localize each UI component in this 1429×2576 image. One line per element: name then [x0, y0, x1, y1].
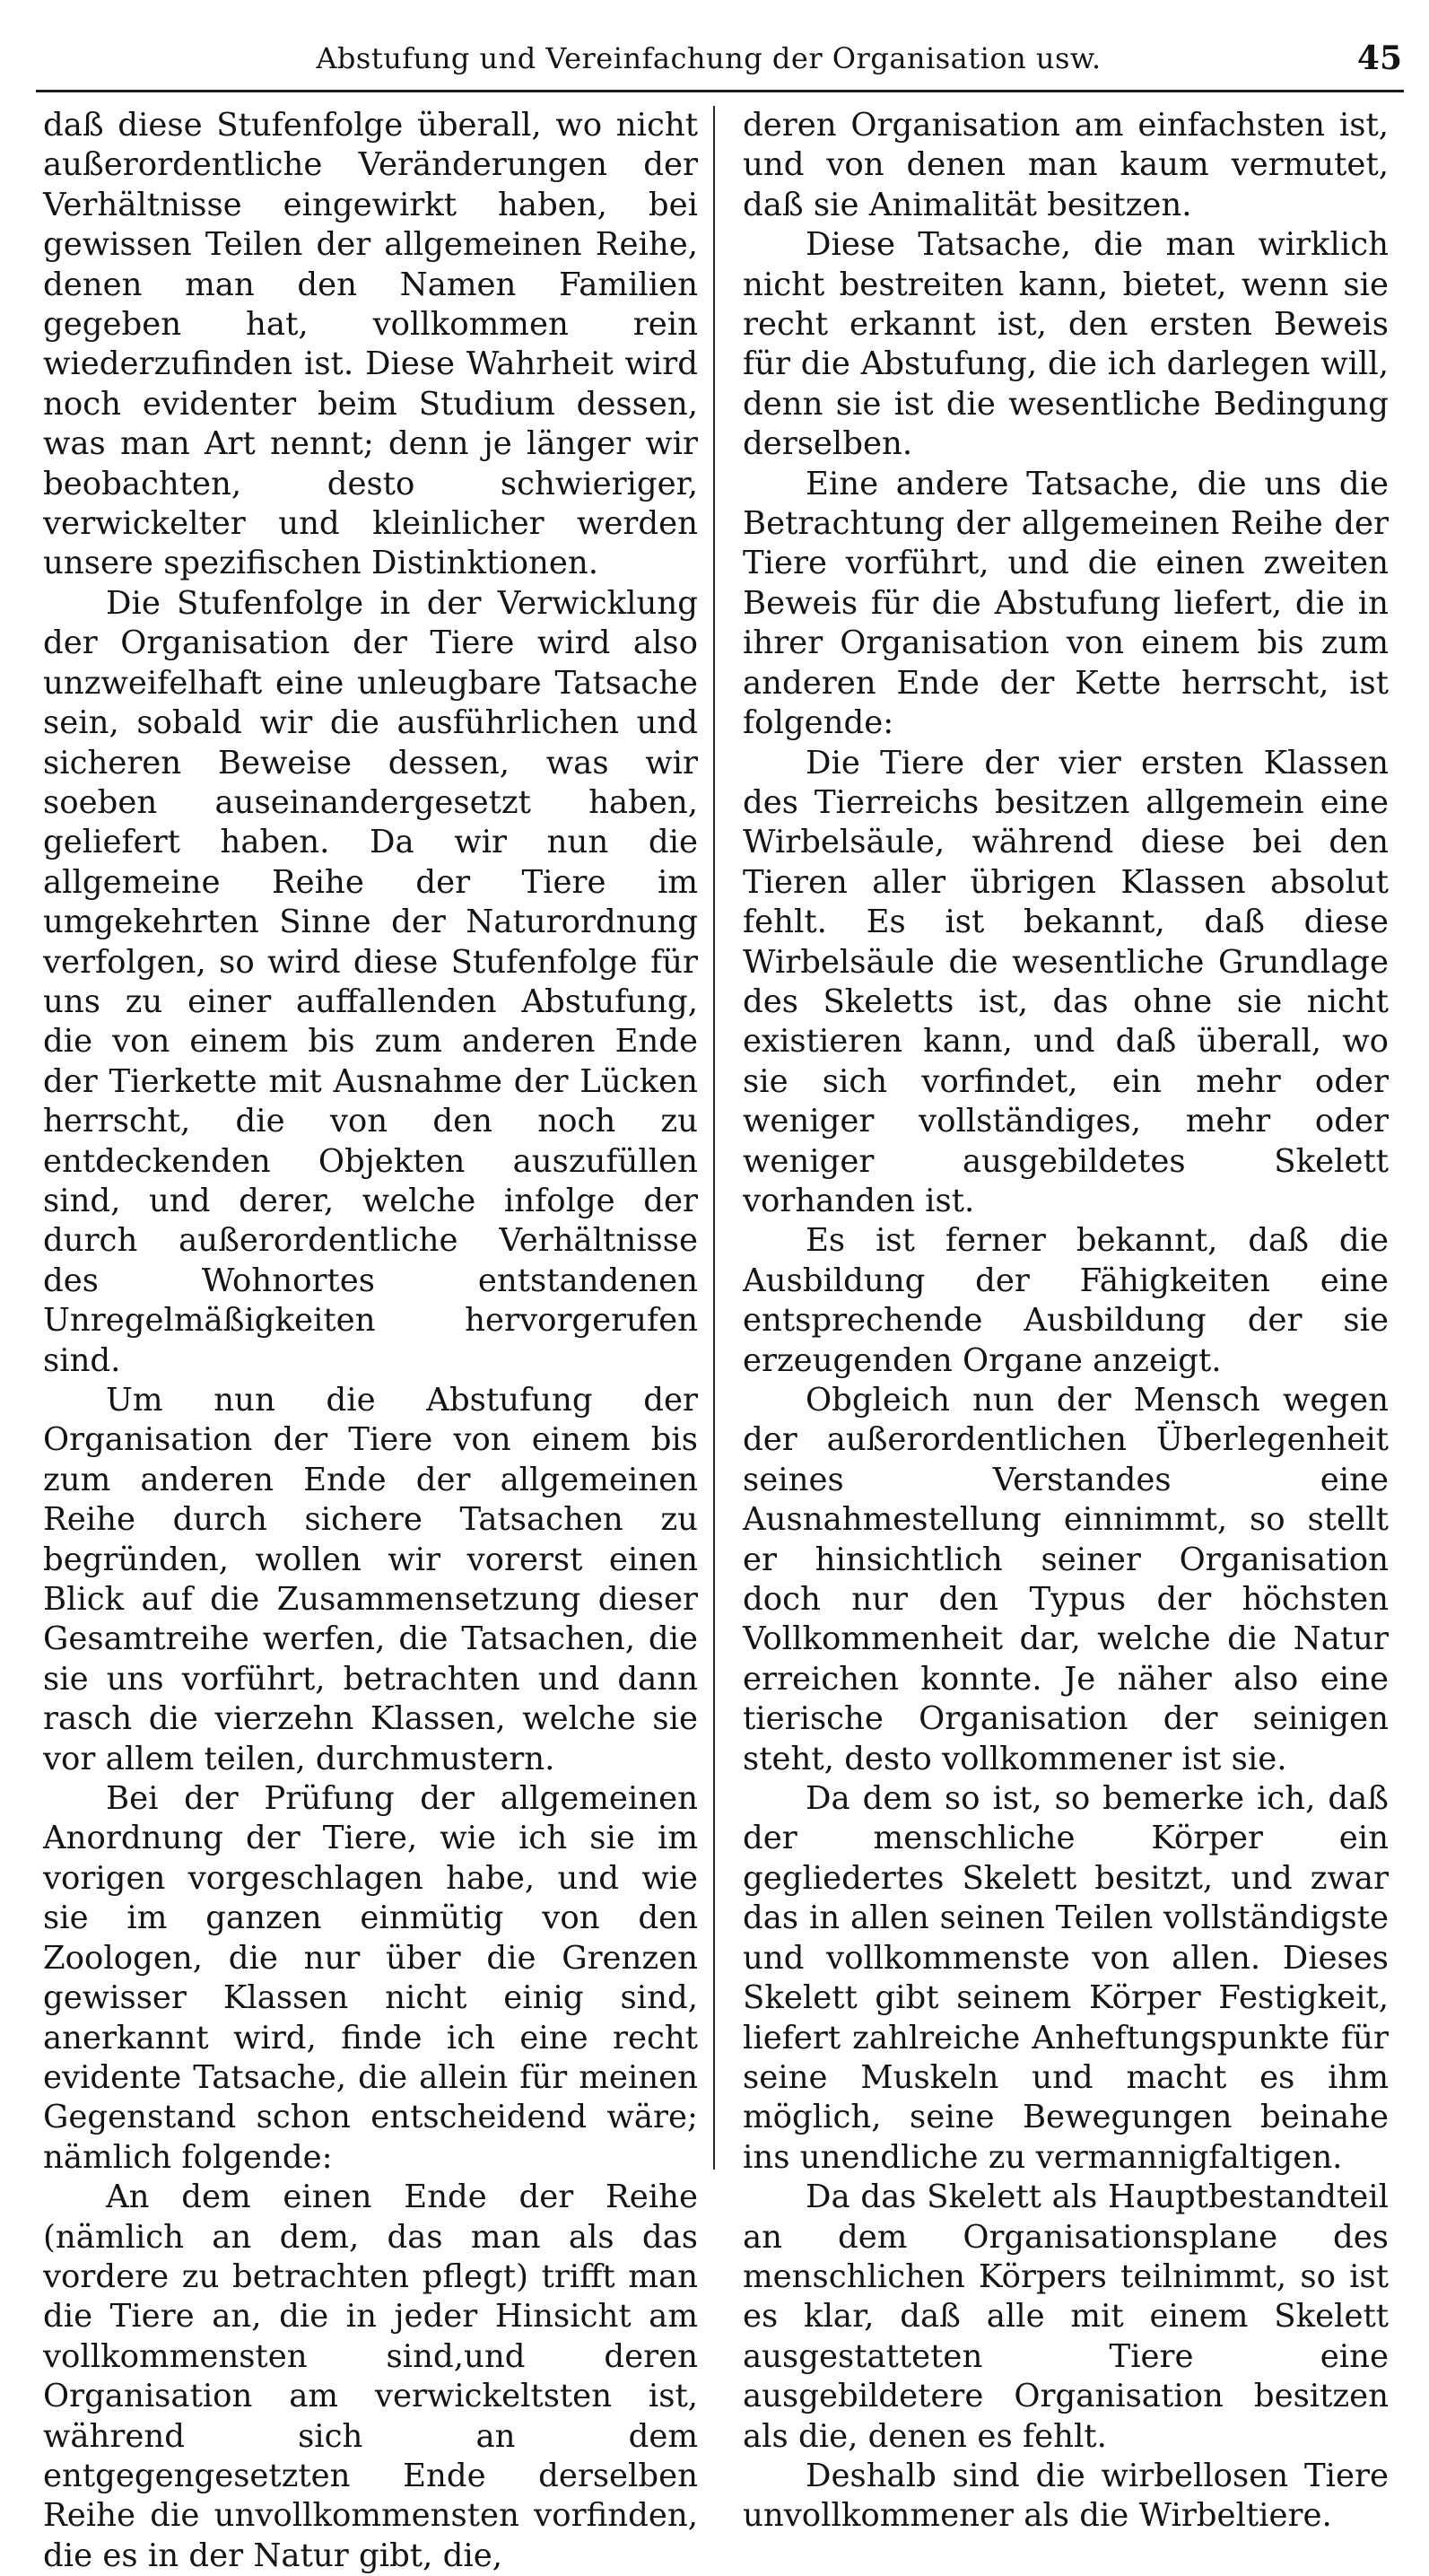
right-column — [743, 106, 1389, 2537]
paragraph: Da das Skelett als Hauptbestandteil an dem Organisationsplane des menschlichen Körpers teilnimmt, so ist es klar, daß alle mit einem Skelett ausgestatteten Tiere eine ausgebildetere Organisation besitzen als die, denen es fehlt. — [743, 2179, 1389, 2455]
column-divider — [713, 106, 715, 2170]
paragraph: Bei der Prüfung der allgemeinen Anordnung der Tiere, wie ich sie im vorigen vorgeschlagen habe, und wie sie im ganzen einmütig von den Zoologen, die nur über die Grenzen gewisser Klassen nicht einig sind, anerkannt wird, finde ich eine recht evidente Tatsache, die allein für meinen Gegenstand schon entscheidend wäre; nämlich folgende: — [43, 1780, 698, 2176]
paragraph: An dem einen Ende der Reihe (nämlich an dem, das man als das vordere zu betrachten pflegt) trifft man die Tiere an, die in jeder Hinsicht am vollkommensten sind,und deren Organisation am verwickeltsten ist, während sich an dem entgegengesetzten Ende derselben Reihe die unvollkommensten vorfinden, die es in der Natur gibt, die, — [43, 2179, 698, 2574]
paragraph: Um nun die Abstufung der Organisation der Tiere von einem bis zum anderen Ende der allgemeinen Reihe durch sichere Tatsachen zu begründen, wollen wir vorerst einen Blick auf die Zusammensetzung dieser Gesamtreihe werfen, die Tatsachen, die sie uns vorführt, betrachten und dann rasch die vierzehn Klassen, welche sie vor allem teilen, durchmustern. — [43, 1382, 698, 1777]
page-header — [0, 36, 1429, 90]
paragraph: Diese Tatsache, die man wirklich nicht bestreiten kann, bietet, wenn sie recht erkannt ist, den ersten Beweis für die Abstufung, die ich darlegen will, denn sie ist die wesentliche Bedingung derselben. — [743, 226, 1389, 463]
paragraph: Die Stufenfolge in der Verwicklung der Organisation der Tiere wird also unzweifelhaft eine unleugbare Tatsache sein, sobald wir die ausführlichen und sicheren Beweise dessen, was wir soeben auseinandergesetzt haben, geliefert haben. Da wir nun die allgemeine Reihe der Tiere im umgekehrten Sinne der Naturordnung verfolgen, so wird diese Stufenfolge für uns zu einer auffallenden Abstufung, die von einem bis zum anderen Ende der Tierkette mit Ausnahme der Lücken herrscht, die von den noch zu entdeckenden Objekten auszufüllen sind, und derer, welche infolge der durch außerordentliche Verhältnisse des Wohnortes entstandenen Unregelmäßigkeiten hervorgerufen sind. — [43, 584, 698, 1379]
paragraph: Da dem so ist, so bemerke ich, daß der menschliche Körper ein gegliedertes Skelett besitzt, und zwar das in allen seinen Teilen vollständigste und vollkommenste von allen. Dieses Skelett gibt seinem Körper Festigkeit, liefert zahlreiche Anheftungspunkte für seine Muskeln und macht es ihm möglich, seine Bewegungen beinahe ins unendliche zu vermannigfaltigen. — [743, 1780, 1389, 2176]
paragraph: Es ist ferner bekannt, daß die Ausbildung der Fähigkeiten eine entsprechende Ausbildung der sie erzeugenden Organe anzeigt. — [743, 1222, 1389, 1379]
left-column — [43, 106, 698, 2576]
paragraph: Deshalb sind die wirbellosen Tiere unvollkommener als die Wirbeltiere. — [743, 2457, 1389, 2535]
paragraph: Eine andere Tatsache, die uns die Betrachtung der allgemeinen Reihe der Tiere vorführt, und die einen zweiten Beweis für die Abstufung liefert, die in ihrer Organisation von einem bis zum anderen Ende der Kette herrscht, ist folgende: — [743, 465, 1389, 742]
page-number: 45 — [1356, 39, 1402, 77]
running-head: Abstufung und Vereinfachung der Organisation usw. — [316, 41, 1102, 75]
paragraph: Die Tiere der vier ersten Klassen des Tierreichs besitzen allgemein eine Wirbelsäule, während diese bei den Tieren aller übrigen Klassen absolut fehlt. Es ist bekannt, daß diese Wirbelsäule die wesentliche Grundlage des Skeletts ist, das ohne sie nicht existieren kann, und daß überall, wo sie sich vorfindet, ein mehr oder weniger vollständiges, mehr oder weniger ausgebildetes Skelett vorhanden ist. — [743, 744, 1389, 1219]
paragraph: deren Organisation am einfachsten ist, und von denen man kaum vermutet, daß sie Animalität besitzen. — [743, 107, 1389, 223]
paragraph: Obgleich nun der Mensch wegen der außerordentlichen Überlegenheit seines Verstandes eine Ausnahmestellung einnimmt, so stellt er hinsichtlich seiner Organisation doch nur den Typus der höchsten Vollkommenheit dar, welche die Natur erreichen konnte. Je näher also eine tierische Organisation der seinigen steht, desto vollkommener ist sie. — [743, 1382, 1389, 1777]
header-rule — [36, 90, 1404, 92]
paragraph: daß diese Stufenfolge überall, wo nicht außerordentliche Veränderungen der Verhältnisse eingewirkt haben, bei gewissen Teilen der allgemeinen Reihe, denen man den Namen Familien gegeben hat, vollkommen rein wiederzufinden ist. Diese Wahrheit wird noch evidenter beim Studium dessen, was man Art nennt; denn je länger wir beobachten, desto schwieriger, verwickelter und kleinlicher werden unsere spezifischen Distinktionen. — [43, 107, 698, 582]
